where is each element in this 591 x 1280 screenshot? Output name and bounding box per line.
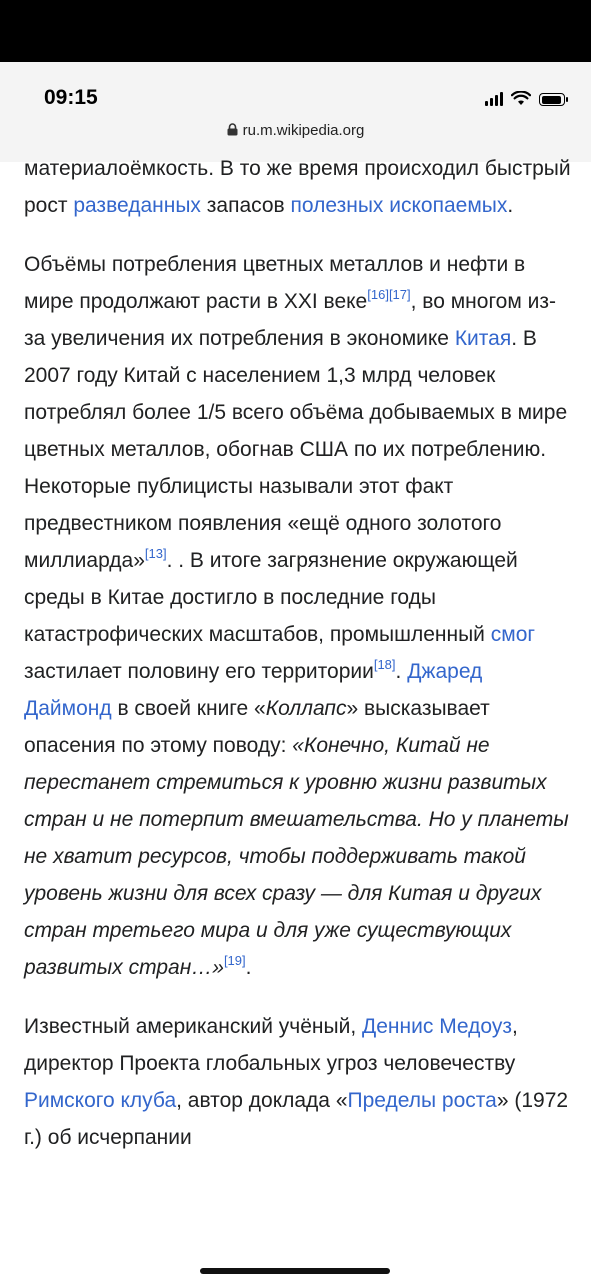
text: . [245,956,252,979]
text: в своей книге « [111,697,266,720]
text: . В 2007 году Китай с населением 1,3 млрд человек потреблял более 1/5 всего объёма добываемых в мире цветных металлов, обогнав США по их потреблению. Некоторые публицисты называли этот факт предвестником появления «ещё одного золотого миллиарда» [24,327,568,572]
text: запасов [200,194,291,217]
camera-area [0,0,591,62]
text: , автор доклада « [176,1089,348,1112]
text: . [395,660,408,683]
text: » (1972 г.) об исчерпании [24,1089,569,1149]
text: Известный американский учёный, [24,1015,363,1038]
battery-icon [539,93,565,106]
lock-icon [227,123,238,136]
status-icons [485,88,565,106]
text: Объёмы потребления цветных металлов и нефти в мире продолжают расти в XXI веке [24,253,526,313]
link-smog[interactable]: смог [490,623,536,646]
ref-19[interactable]: [19] [223,953,246,968]
book-title: Коллапс [265,697,347,720]
ref-16[interactable]: [16] [367,287,389,302]
home-indicator[interactable] [200,1268,390,1274]
browser-header [0,62,591,162]
quote: «Конечно, Китай не перестанет стремиться к уровню жизни развитых стран и не потерпит вмешательства. Но у планеты не хватит ресурсов, чтобы поддерживать такой уровень жизни для всех сразу — для Китая и других стран третьего мира и для уже существующих развитых стран…» [24,734,569,979]
paragraph-3 [24,1008,572,1156]
article-body [24,150,572,1178]
ref-17[interactable]: [17] [388,287,411,302]
text: » высказывает опасения по этому поводу: [24,697,490,757]
link-limits-to-growth[interactable]: Пределы роста [347,1089,497,1112]
text: , директор Проекта глобальных угроз человечеству [24,1015,518,1075]
address-bar[interactable] [0,122,591,139]
text: материалоёмкость. В то же время происходил быстрый рост [24,157,571,217]
text: . . В итоге загрязнение окружающей среды в Китае достигло в последние годы катастрофических масштабов, промышленный [24,549,518,646]
ref-13[interactable]: [13] [144,546,167,561]
link-club-of-rome[interactable]: Римского клуба [24,1089,177,1112]
link-jared-diamond[interactable]: Джаред Даймонд [24,660,483,720]
url-text: ru.m.wikipedia.org [242,122,365,139]
link-kitaya[interactable]: Китая [454,327,512,350]
link-razvedannykh[interactable]: разведанных [73,194,201,217]
text: застилает половину его территории [24,660,374,683]
link-poleznykh-iskopaemykh[interactable]: полезных ископаемых [290,194,508,217]
text: , во многом из-за увеличения их потребления в экономике [24,290,556,350]
text: . [507,194,514,217]
paragraph-2 [24,246,572,986]
paragraph-1 [24,150,572,224]
wifi-icon [511,91,531,106]
cellular-signal-icon [485,90,503,106]
status-time: 09:15 [44,86,98,109]
link-dennis-meadows[interactable]: Деннис Медоуз [362,1015,512,1038]
ref-18[interactable]: [18] [373,657,396,672]
